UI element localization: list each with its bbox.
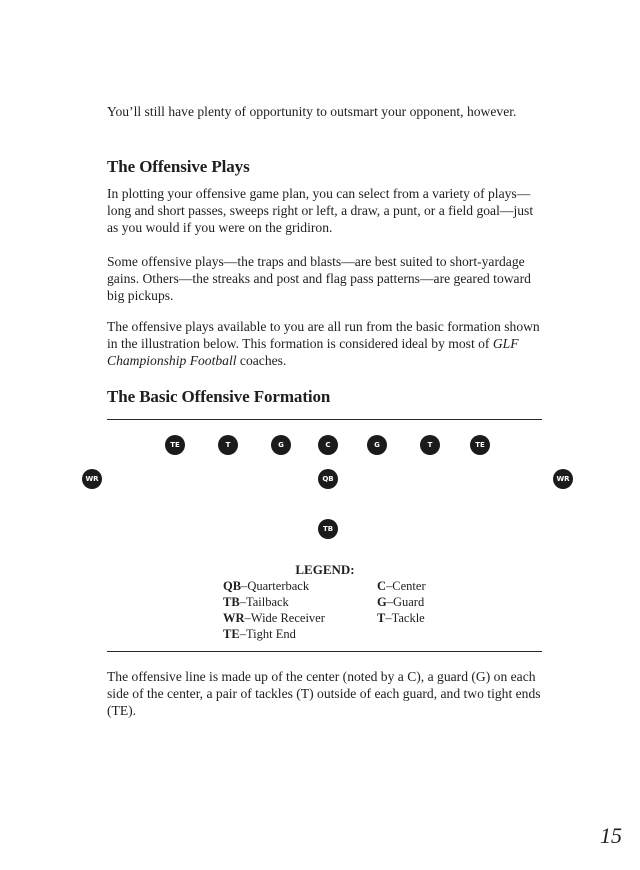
legend-abbr: C — [377, 579, 387, 593]
legend-separator: – — [386, 595, 393, 609]
legend-item — [223, 579, 309, 594]
legend-separator: – — [244, 611, 251, 625]
legend-label: Center — [392, 579, 426, 593]
legend-separator: – — [239, 627, 246, 641]
legend-label: Tackle — [391, 611, 425, 625]
player-marker-wr-left: WR — [82, 469, 102, 489]
legend-item — [377, 579, 426, 594]
legend-separator: – — [385, 611, 392, 625]
plays-paragraph-3 — [107, 318, 547, 369]
player-marker: C — [318, 435, 338, 455]
game-title: GLF Championship Football — [107, 336, 519, 368]
plays-paragraph-3-text-b: coaches. — [236, 353, 287, 368]
player-marker: TE — [165, 435, 185, 455]
page-number: 15 — [600, 823, 622, 848]
legend-separator: – — [239, 595, 246, 609]
plays-paragraph-1: In plotting your offensive game plan, you can select from a variety of plays—long and short passes, sweeps right or left, a draw, a punt, or a field goal—just as you would if you were on the gridiron. — [107, 186, 534, 235]
legend-abbr: QB — [223, 579, 242, 593]
legend-separator: – — [386, 579, 393, 593]
legend-abbr: T — [377, 611, 386, 625]
player-marker: T — [218, 435, 238, 455]
player-marker: T — [420, 435, 440, 455]
legend-item — [377, 595, 424, 610]
legend-label: Guard — [392, 595, 425, 609]
plays-paragraph-3-text-a: The offensive plays available to you are all run from the basic formation shown in the illustration below. This formation is considered ideal by most of — [107, 319, 540, 351]
player-marker: TE — [470, 435, 490, 455]
legend-item — [377, 611, 425, 626]
legend-abbr: WR — [223, 611, 245, 625]
intro-paragraph: You’ll still have plenty of opportunity to outsmart your opponent, however. — [107, 104, 517, 119]
legend-abbr: TB — [223, 595, 240, 609]
offensive-line-paragraph: The offensive line is made up of the center (noted by a C), a guard (G) on each side of the center, a pair of tackles (T) outside of each guard, and two tight ends (TE). — [107, 669, 541, 718]
player-marker-wr-right: WR — [553, 469, 573, 489]
plays-paragraph-2: Some offensive plays—the traps and blasts—are best suited to short-yardage gains. Others—the streaks and post and flag pass patterns—are geared toward big pickups. — [107, 254, 531, 303]
legend-label: Quarterback — [247, 579, 310, 593]
formation-heading: The Basic Offensive Formation — [107, 387, 331, 406]
legend-title: LEGEND: — [295, 562, 355, 577]
legend-item — [223, 627, 296, 642]
legend-abbr: TE — [223, 627, 240, 641]
player-marker-qb: QB — [318, 469, 338, 489]
legend-label: Wide Receiver — [250, 611, 325, 625]
player-marker: G — [367, 435, 387, 455]
player-marker: G — [271, 435, 291, 455]
legend-label: Tailback — [245, 595, 289, 609]
legend-separator: – — [241, 579, 248, 593]
player-marker-tb: TB — [318, 519, 338, 539]
legend-item — [223, 611, 325, 626]
formation-top-rule — [107, 419, 542, 420]
legend-label: Tight End — [245, 627, 296, 641]
legend-item — [223, 595, 289, 610]
offensive-plays-heading: The Offensive Plays — [107, 157, 250, 176]
legend-abbr: G — [377, 595, 387, 609]
formation-bottom-rule — [107, 651, 542, 652]
